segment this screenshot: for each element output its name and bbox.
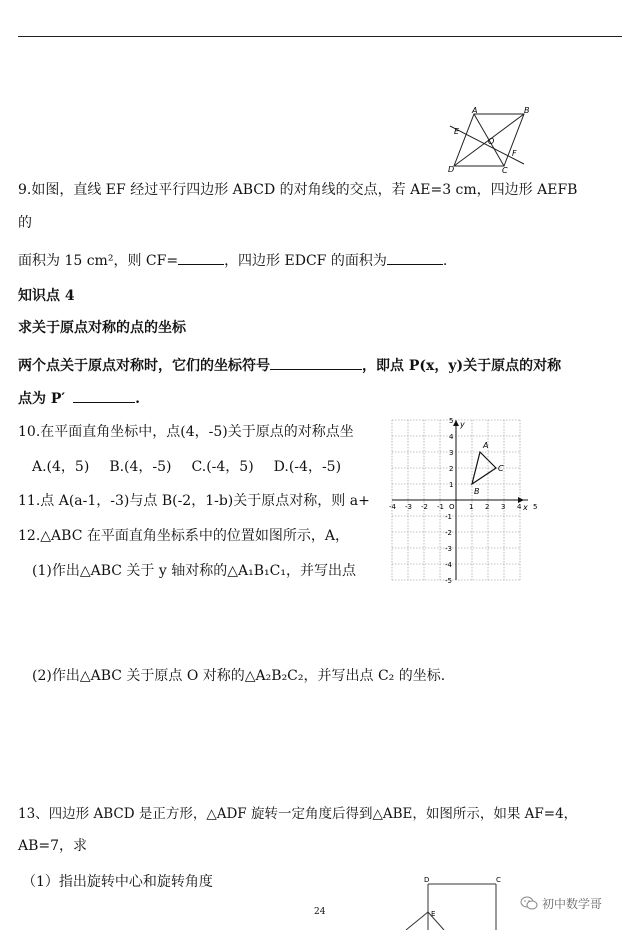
x-tick-label: 4 — [517, 503, 522, 511]
y-tick-label: -3 — [445, 545, 452, 553]
q9-line3-a: 面积为 15 cm²，则 CF= — [18, 253, 179, 269]
y-axis-label: y — [460, 420, 465, 429]
page-number: 24 — [314, 907, 326, 917]
y-tick-label: 1 — [449, 481, 454, 489]
rule-line2-b: . — [135, 391, 140, 407]
q9-line1: 9.如图，直线 EF 经过平行四边形 ABCD 的对角线的交点，若 AE=3 cm，四边形 AEFB — [18, 182, 578, 198]
sq-label-e: E — [431, 910, 436, 918]
x-tick-label: 2 — [485, 503, 490, 511]
point-label-a: A — [483, 441, 489, 450]
q13-stem-line2: AB=7，求 — [18, 838, 88, 854]
q9-line3-b: ，四边形 EDCF 的面积为 — [224, 253, 387, 269]
x-tick-label: -1 — [437, 503, 444, 511]
point-label-b: B — [474, 487, 480, 496]
label-f: F — [512, 149, 517, 158]
header-rule — [18, 36, 622, 37]
symmetric-point-blank[interactable] — [73, 388, 135, 403]
x-tick-label: -3 — [405, 503, 412, 511]
point-label-c: C — [498, 464, 504, 473]
q11-stem: 11.点 A(a-1，-3)与点 B(-2，1-b)关于原点对称，则 a+ — [18, 493, 370, 509]
label-b: B — [524, 106, 530, 115]
coordinate-grid-figure — [389, 417, 538, 585]
y-tick-label: -5 — [445, 577, 452, 585]
sign-answer-blank[interactable] — [270, 355, 362, 370]
label-d: D — [448, 165, 455, 174]
sq-label-d: D — [424, 876, 430, 884]
q10-option-c[interactable]: C.(-4，5) — [191, 459, 254, 475]
y-tick-label: -1 — [445, 513, 452, 521]
x-tick-label: O — [449, 503, 455, 511]
q10-option-b[interactable]: B.(4，-5) — [109, 459, 172, 475]
q10-option-d[interactable]: D.(-4，-5) — [273, 459, 342, 475]
q13-stem-line1: 13、四边形 ABCD 是正方形，△ADF 旋转一定角度后得到△ABE，如图所示，如果 AF=4， — [18, 806, 578, 822]
y-tick-label: -4 — [445, 561, 452, 569]
x-tick-label: 3 — [501, 503, 506, 511]
rule-line2 — [18, 388, 140, 409]
label-c: C — [502, 166, 508, 175]
cf-answer-blank[interactable] — [178, 250, 224, 265]
watermark-text: 初中数学哥 — [542, 897, 603, 911]
x-tick-label: 5 — [533, 503, 538, 511]
y-tick-label: 3 — [449, 449, 454, 457]
y-tick-label: 4 — [449, 433, 454, 441]
area-answer-blank[interactable] — [387, 250, 443, 265]
y-tick-label: 2 — [449, 465, 454, 473]
x-axis-label: x — [523, 503, 528, 512]
q12-stem: 12.△ABC 在平面直角坐标系中的位置如图所示，A， — [18, 528, 349, 544]
q9-line3 — [18, 250, 447, 271]
q13-square-figure — [400, 874, 510, 930]
rule-line2-a: 点为 P′ — [18, 391, 66, 407]
q12-part1: (1)作出△ABC 关于 y 轴对称的△A₁B₁C₁，并写出点 — [32, 563, 356, 579]
rule-line1 — [18, 355, 561, 376]
q10-options — [32, 457, 361, 477]
watermark — [520, 895, 602, 912]
q10-option-a[interactable]: A.(4，5) — [32, 459, 90, 475]
wechat-icon — [520, 896, 538, 911]
rule-line1-b: ，即点 P(x，y)关于原点的对称 — [362, 358, 562, 374]
label-e: E — [454, 127, 460, 136]
y-tick-label: 5 — [449, 417, 454, 425]
label-a: A — [472, 106, 478, 115]
knowledge-point-heading: 知识点 4 — [18, 288, 75, 304]
q13-part1: （1）指出旋转中心和旋转角度 — [22, 874, 213, 890]
x-tick-label: -2 — [421, 503, 428, 511]
q9-line3-c: . — [442, 253, 448, 269]
label-o: O — [488, 137, 495, 146]
y-tick-label: -2 — [445, 529, 452, 537]
rule-line1-a: 两个点关于原点对称时，它们的坐标符号 — [18, 358, 270, 374]
q9-line2: 的 — [18, 215, 32, 231]
q9-parallelogram-figure — [440, 104, 540, 174]
sq-label-c: C — [496, 876, 501, 884]
q12-part2: (2)作出△ABC 关于原点 O 对称的△A₂B₂C₂，并写出点 C₂ 的坐标. — [32, 668, 446, 684]
x-tick-label: -4 — [389, 503, 396, 511]
q10-stem: 10.在平面直角坐标中，点(4，-5)关于原点的对称点坐 — [18, 424, 354, 440]
knowledge-point-title: 求关于原点对称的点的坐标 — [18, 320, 186, 336]
x-tick-label: 1 — [469, 503, 474, 511]
